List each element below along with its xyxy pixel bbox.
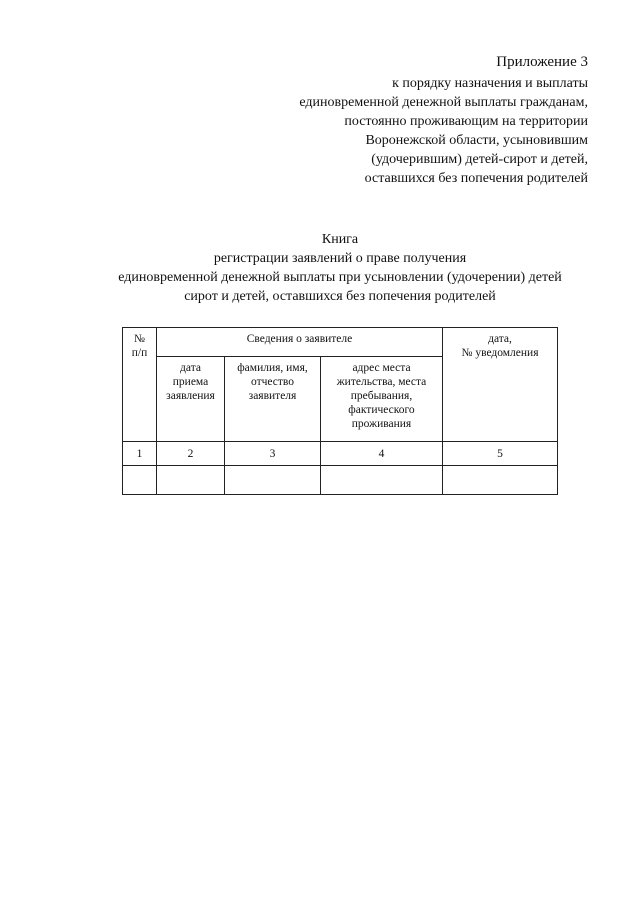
column-number: 4 [321,442,443,466]
applicant-header: Сведения о заявителе [157,328,443,357]
column-number: 1 [123,442,157,466]
empty-cell [443,466,558,495]
title-line: сирот и детей, оставшихся без попечения родителей [184,289,496,304]
column-number: 5 [443,442,558,466]
column-numbers-row [123,442,558,466]
appendix-line: единовременной денежной выплаты гражданам, [299,95,588,110]
address-header: адрес места жительства, места пребывания, фактического проживания [321,357,443,442]
appendix-line: Воронежской области, усыновившим [365,133,588,148]
empty-cell [123,466,157,495]
table-row [123,466,558,495]
appendix-line: к порядку назначения и выплаты [392,76,588,91]
title-line: единовременной денежной выплаты при усыновлении (удочерении) детей [118,270,562,285]
title-line: Книга [321,232,359,247]
date-received-header: дата приема заявления [157,357,225,442]
appendix-block [228,53,588,188]
applicant-name-header: фамилия, имя, отчество заявителя [225,357,321,442]
column-number: 2 [157,442,225,466]
num-header: № п/п [123,328,157,442]
empty-cell [225,466,321,495]
appendix-line: (удочерившим) детей-сирот и детей, [371,152,588,167]
appendix-line: постоянно проживающим на территории [344,114,588,129]
title-line: регистрации заявлений о праве получения [213,251,467,266]
empty-cell [321,466,443,495]
notify-header: дата, № уведомления [443,328,558,442]
appendix-line: оставшихся без попечения родителей [364,171,588,186]
appendix-heading: Приложение 3 [496,54,588,70]
table-header-row [123,328,558,357]
registration-table [122,327,558,495]
document-title [60,230,620,306]
column-number: 3 [225,442,321,466]
empty-cell [157,466,225,495]
